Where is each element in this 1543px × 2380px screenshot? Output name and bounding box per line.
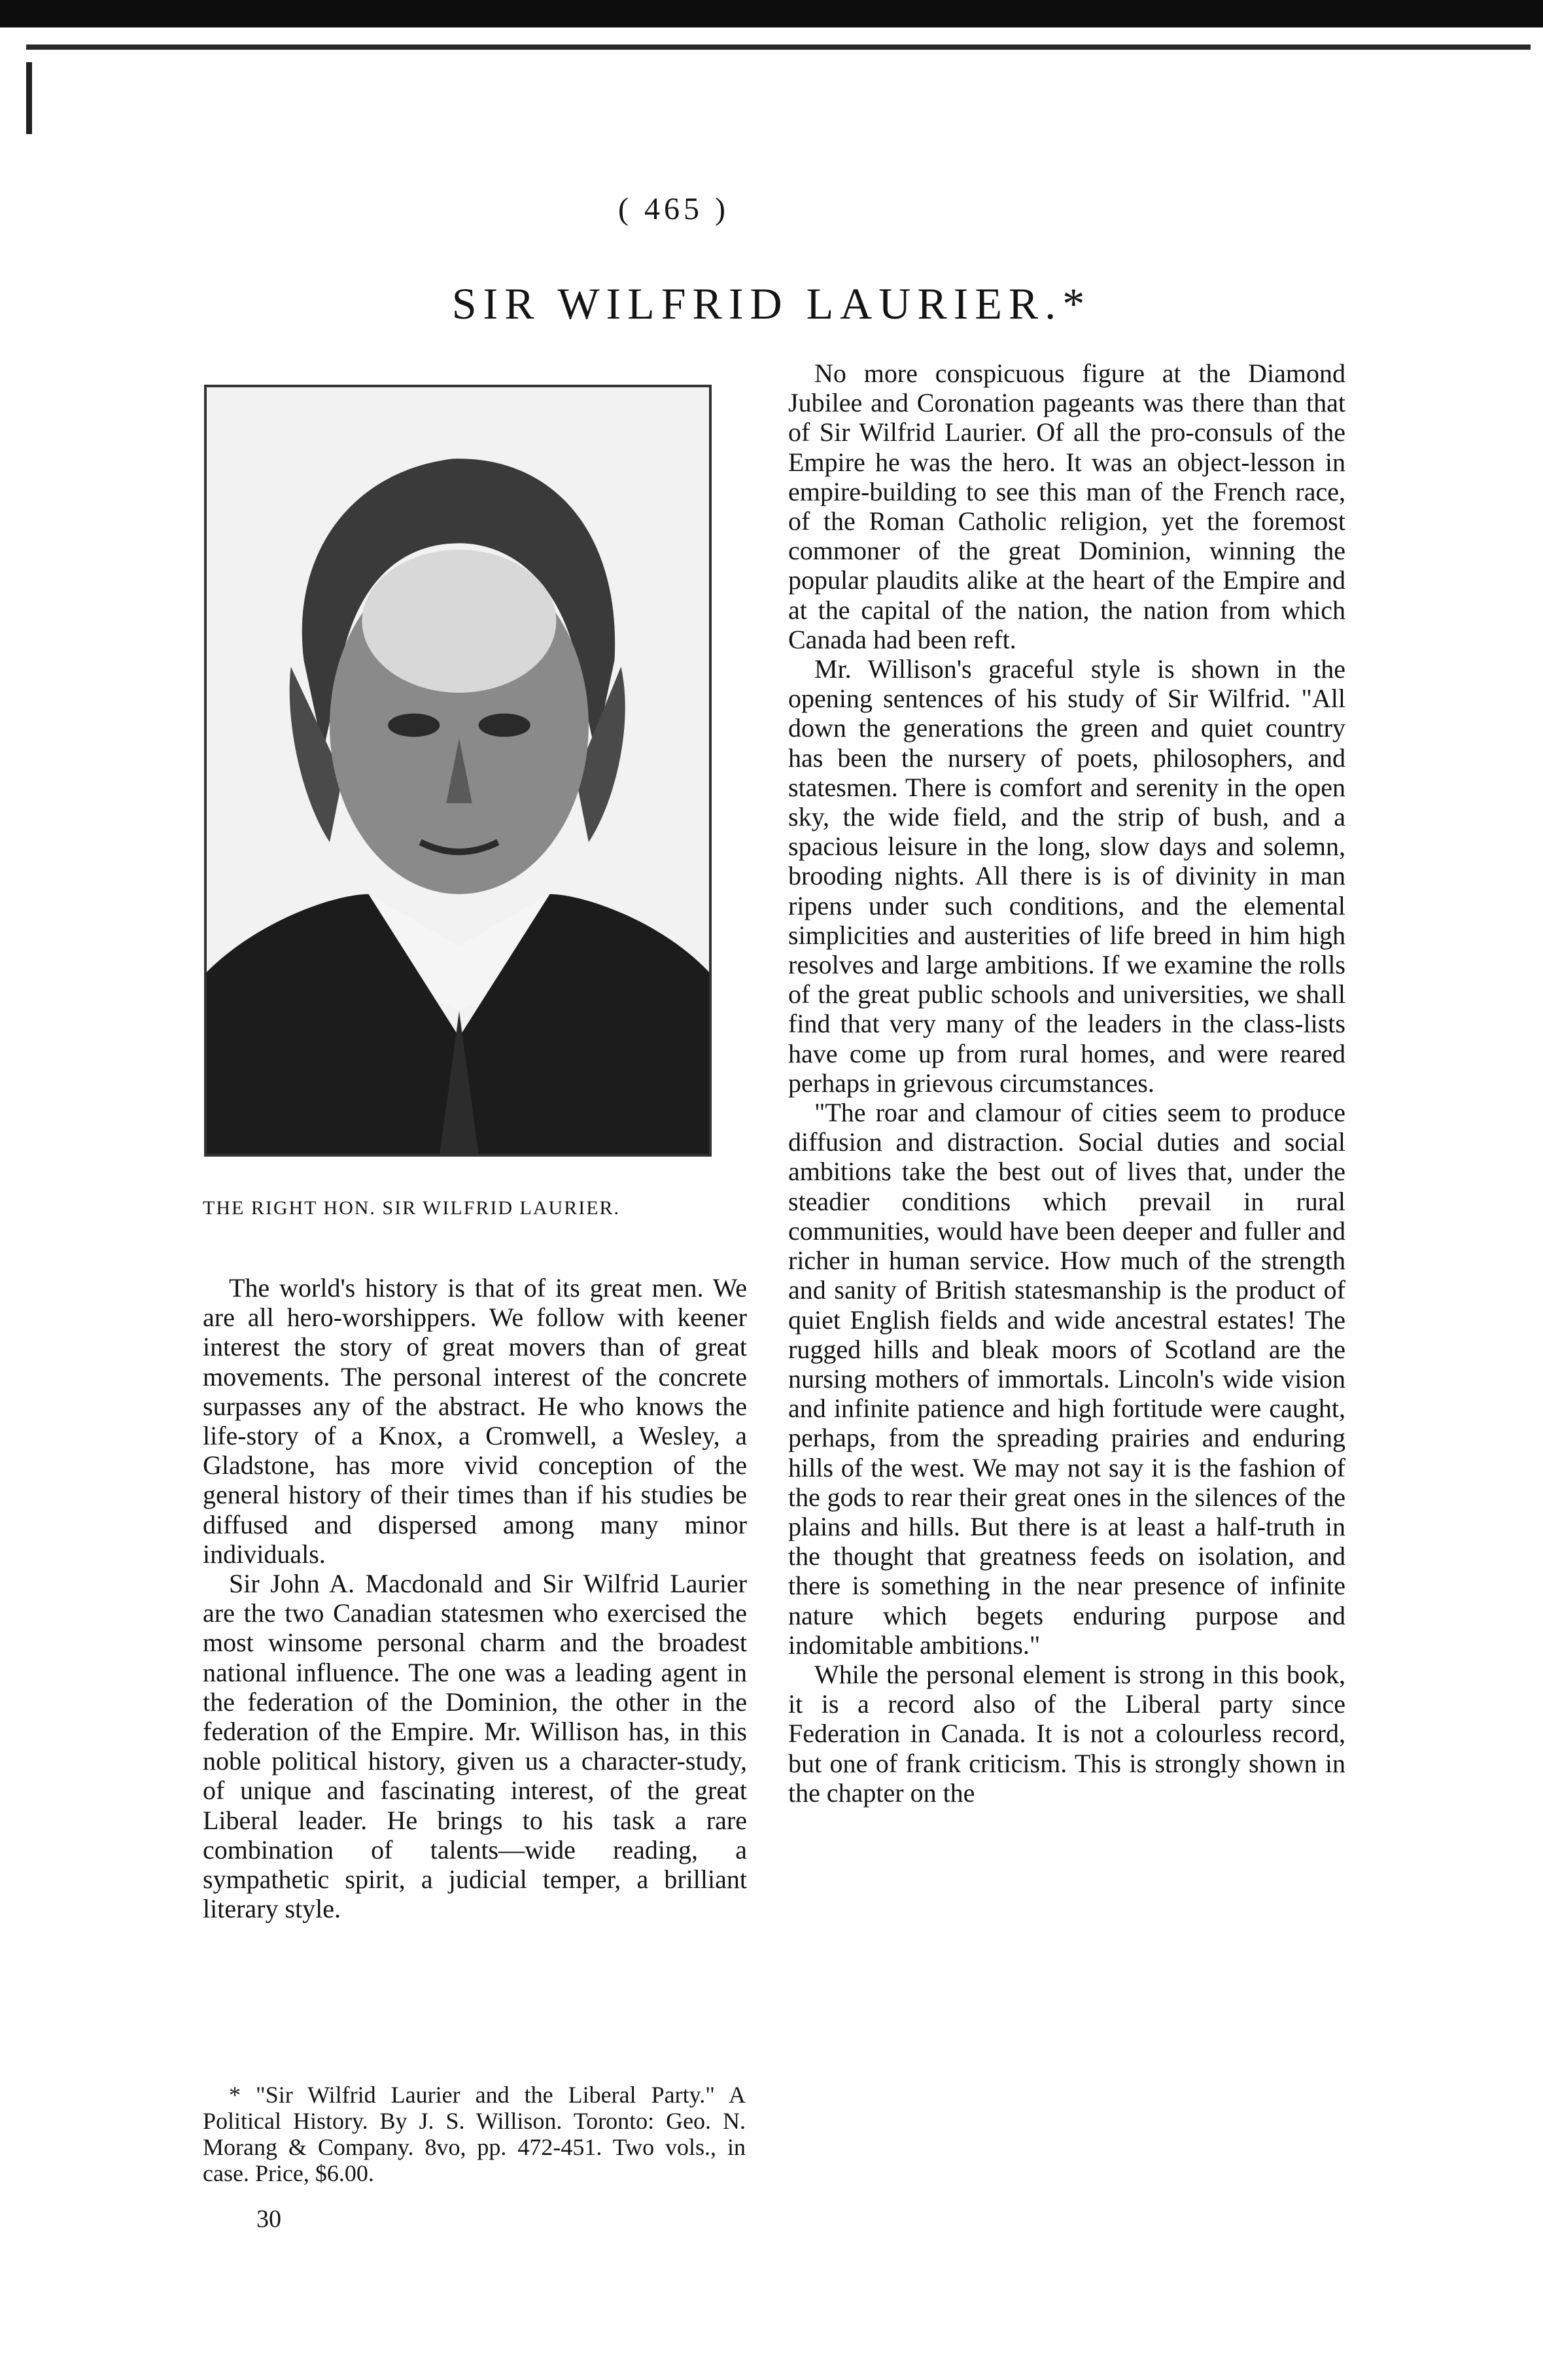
page-number: ( 465 ) bbox=[618, 192, 729, 226]
article-title: SIR WILFRID LAURIER.* bbox=[451, 279, 1092, 328]
top-border-rule bbox=[0, 0, 1543, 27]
portrait-illustration bbox=[207, 387, 709, 1154]
left-column bbox=[203, 1273, 747, 1923]
signature-mark: 30 bbox=[256, 2205, 281, 2233]
margin-mark bbox=[26, 62, 32, 134]
paragraph: "The roar and clamour of cities seem to produce diffusion and distraction. Social duties and social ambitions take the best out of lives that, under the steadier conditions which prevail in rural communities, would have been deeper and fuller and richer in human service. How much of the strength and sanity of British statesmanship is the product of quiet English fields and wide ancestral estates! The rugged hills and bleak moors of Scotland are the nursing mothers of immortals. Lincoln's wide vision and infinite patience and high fortitude were caught, perhaps, from the spreading prairies and enduring hills of the west. We may not say it is the fashion of the gods to rear their great ones in the silences of the plains and hills. But there is at least a half-truth in the thought that greatness feeds on isolation, and there is something in the near presence of infinite nature which begets enduring purpose and indomitable ambitions." bbox=[788, 1098, 1345, 1660]
top-thin-rule bbox=[26, 44, 1531, 50]
portrait-caption: THE RIGHT HON. SIR WILFRID LAURIER. bbox=[203, 1197, 621, 1219]
footnote-text: * "Sir Wilfrid Laurier and the Liberal Party." A Political History. By J. S. Willison. Toronto: Geo. N. Morang & Company. 8vo, pp. 472-451. Two vols., in case. Price, $6.00. bbox=[203, 2082, 746, 2186]
paragraph: While the personal element is strong in this book, it is a record also of the Liberal party since Federation in Canada. It is not a colourless record, but one of frank criticism. This is strongly shown in the chapter on the bbox=[788, 1659, 1345, 1808]
paragraph: No more conspicuous figure at the Diamond Jubilee and Coronation pageants was there than that of Sir Wilfrid Laurier. Of all the pro-consuls of the Empire he was the hero. It was an object-lesson in empire-building to see this man of the French race, of the Roman Catholic religion, yet the foremost commoner of the great Dominion, winning the popular plaudits alike at the heart of the Empire and at the capital of the nation, the nation from which Canada had been reft. bbox=[788, 359, 1345, 654]
paragraph: Sir John A. Macdonald and Sir Wilfrid Laurier are the two Canadian statesmen who exercised the most winsome personal charm and the broadest national influence. The one was a leading agent in the federation of the Dominion, the other in the federation of the Empire. Mr. Willison has, in this noble political history, given us a character-study, of unique and fascinating interest, of the great Liberal leader. He brings to his task a rare combination of talents—wide reading, a sympathetic spirit, a judicial temper, a brilliant literary style. bbox=[203, 1569, 747, 1924]
paragraph: Mr. Willison's graceful style is shown in the opening sentences of his study of Sir Wilfrid. "All down the generations the green and quiet country has been the nursery of poets, philosophers, and statesmen. There is comfort and serenity in the open sky, the wide field, and the strip of bush, and a spacious leisure in the long, slow days and solemn, brooding nights. All there is is of divinity in man ripens under such conditions, and the elemental simplicities and austerities of life breed in him high resolves and large ambitions. If we examine the rolls of the great public schools and universities, we shall find that very many of the leaders in the class-lists have come up from rural homes, and were reared perhaps in grievous circumstances. bbox=[788, 654, 1345, 1098]
paragraph: The world's history is that of its great men. We are all hero-worshippers. We follow with keener interest the story of great movers than of great movements. The personal interest of the concrete surpasses any of the abstract. He who knows the life-story of a Knox, a Cromwell, a Wesley, a Gladstone, has more vivid conception of the general history of their times than if his studies be diffused and dispersed among many minor individuals. bbox=[203, 1273, 747, 1569]
right-column bbox=[788, 359, 1345, 1808]
footnote bbox=[203, 2082, 746, 2186]
portrait-image bbox=[204, 385, 712, 1157]
